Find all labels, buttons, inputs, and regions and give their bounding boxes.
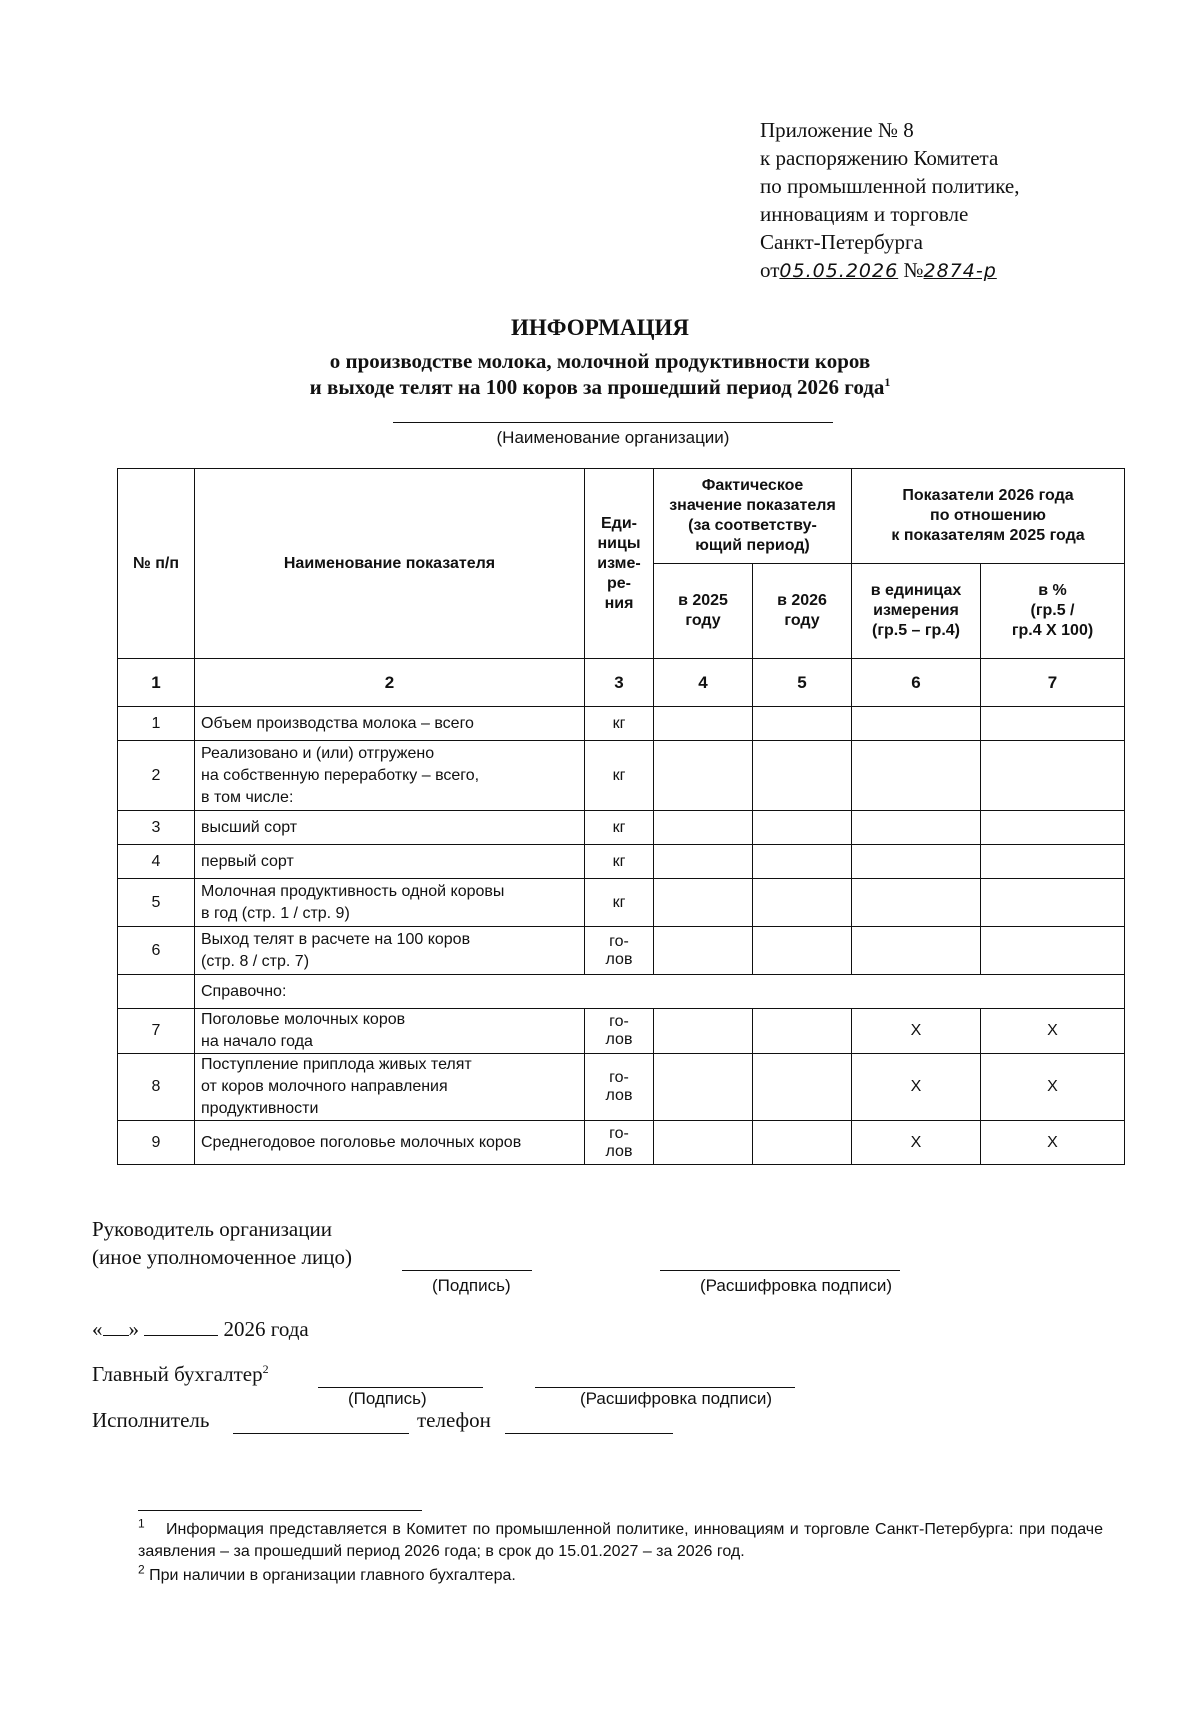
text-line: от коров молочного направления <box>201 1078 448 1095</box>
text-line: Поголовье молочных коров <box>201 1011 406 1028</box>
table-row <box>118 707 1125 741</box>
header-percent <box>981 564 1125 659</box>
text-line: ющий период) <box>695 537 810 554</box>
footnote-1-mark: 1 <box>138 1516 145 1531</box>
row-number: 4 <box>118 845 195 879</box>
header-name: Наименование показателя <box>195 469 585 659</box>
value-2025-cell <box>654 1054 753 1121</box>
document-title: ИНФОРМАЦИЯ <box>510 315 690 340</box>
text-line: го- <box>609 932 629 950</box>
text-line: го- <box>609 1069 629 1086</box>
decode-caption: (Расшифровка подписи) <box>700 1276 893 1295</box>
date-quote-close: » <box>128 1317 139 1341</box>
date-quote-open: « <box>92 1317 103 1341</box>
text-line: высший сорт <box>201 818 298 836</box>
phone-line <box>505 1433 673 1434</box>
text-line: Поступление приплода живых телят <box>201 1056 472 1073</box>
head-label-1: Руководитель организации <box>92 1217 332 1241</box>
row-number: 2 <box>118 741 195 811</box>
diff-units-cell <box>852 879 981 927</box>
value-2025-cell <box>654 1121 753 1165</box>
row-number: 5 <box>118 879 195 927</box>
decode-caption-2: (Расшифровка подписи) <box>580 1389 773 1408</box>
date-prefix: от <box>760 258 780 282</box>
row-unit <box>585 707 654 741</box>
value-2025-cell <box>654 879 753 927</box>
text-line: (за соответству- <box>688 517 817 534</box>
text-line: (гр.5 – гр.4) <box>871 622 960 639</box>
text-line: (стр. 8 / стр. 7) <box>201 952 310 970</box>
header-num: № п/п <box>118 469 195 659</box>
text-line: Реализовано и (или) отгружено <box>201 744 435 762</box>
text-line: кг <box>612 714 626 732</box>
footnote-1-text: Информация представляется в Комитет по промышленной политике, инновациям и торговле Санкт-Петербурга: при подаче заявления – за прошедший период 2026 года; в срок до 15.01.2027 – за 2026 год. <box>138 1521 1103 1560</box>
value-2025-cell <box>654 811 753 845</box>
header-2025 <box>654 564 753 659</box>
appendix-block <box>760 116 1020 285</box>
executor-label: Исполнитель <box>92 1408 210 1432</box>
col-number: 7 <box>981 659 1125 707</box>
appendix-line: Санкт-Петербурга <box>760 230 923 254</box>
diff-percent-cell: Х <box>981 1054 1125 1121</box>
table-row <box>118 927 1125 975</box>
text-line: Еди- <box>601 514 637 532</box>
table-row <box>118 1009 1125 1054</box>
row-name <box>195 707 585 741</box>
table-body-main <box>118 707 1125 975</box>
text-line: (гр.5 / <box>1030 602 1075 619</box>
document-subtitle-2 <box>0 375 1200 400</box>
row-unit <box>585 1121 654 1165</box>
col-number: 5 <box>753 659 852 707</box>
table-row <box>118 879 1125 927</box>
table-row <box>118 1121 1125 1165</box>
reference-num-cell <box>118 975 195 1009</box>
table-row <box>118 811 1125 845</box>
value-2025-cell <box>654 845 753 879</box>
value-2026-cell <box>753 741 852 811</box>
row-name <box>195 811 585 845</box>
header-2026 <box>753 564 852 659</box>
row-unit <box>585 845 654 879</box>
diff-units-cell <box>852 707 981 741</box>
footnote-2-mark: 2 <box>138 1562 145 1577</box>
phone-label: телефон <box>417 1408 491 1432</box>
text-line: го- <box>609 1013 629 1030</box>
row-name <box>195 845 585 879</box>
text-line: гр.4 Х 100) <box>1011 622 1094 639</box>
text-line: изме- <box>597 554 641 572</box>
text-line: на собственную переработку – всего, <box>201 766 480 784</box>
footnote-separator <box>138 1510 422 1511</box>
text-line: лов <box>605 950 633 968</box>
value-2025-cell <box>654 741 753 811</box>
diff-units-cell: Х <box>852 1009 981 1054</box>
value-2026-cell <box>753 1009 852 1054</box>
head-label-2: (иное уполномоченное лицо) <box>92 1245 352 1269</box>
row-number: 6 <box>118 927 195 975</box>
text-line: лов <box>605 1087 633 1104</box>
text-line: на начало года <box>201 1033 313 1050</box>
appendix-line: инновациям и торговле <box>760 202 969 226</box>
appendix-line: по промышленной политике, <box>760 174 1020 198</box>
text-line: значение показателя <box>669 497 836 514</box>
indicators-table <box>117 468 1125 1165</box>
text-line: кг <box>612 818 626 836</box>
text-line: лов <box>605 1031 633 1048</box>
text-line: кг <box>612 852 626 870</box>
text-line: первый сорт <box>201 852 294 870</box>
value-2025-cell <box>654 1009 753 1054</box>
diff-units-cell: Х <box>852 1054 981 1121</box>
footnote-ref-1: 1 <box>884 375 891 389</box>
row-unit <box>585 879 654 927</box>
row-name <box>195 927 585 975</box>
diff-percent-cell <box>981 879 1125 927</box>
text-line: Выход телят в расчете на 100 коров <box>201 930 471 948</box>
footnote-ref-2: 2 <box>262 1362 269 1376</box>
signature-caption: (Подпись) <box>432 1276 511 1295</box>
handwritten-number: 2874-р <box>923 260 997 282</box>
row-name <box>195 879 585 927</box>
text-line: Фактическое <box>701 477 804 494</box>
diff-units-cell <box>852 927 981 975</box>
text-line: Среднегодовое поголовье молочных коров <box>201 1133 522 1151</box>
text-line: ницы <box>597 534 641 552</box>
row-unit <box>585 811 654 845</box>
value-2025-cell <box>654 707 753 741</box>
appendix-line: к распоряжению Комитета <box>760 146 999 170</box>
subtitle-text: и выходе телят на 100 коров за прошедший период 2026 года <box>309 375 885 399</box>
text-line: лов <box>605 1142 633 1160</box>
reference-label: Справочно: <box>195 975 1125 1009</box>
header-fact <box>654 469 852 564</box>
diff-percent-cell <box>981 811 1125 845</box>
signature-caption-2: (Подпись) <box>348 1389 427 1408</box>
text-line: в 2025 <box>678 592 728 609</box>
date-year: 2026 года <box>223 1317 309 1341</box>
text-line: Молочная продуктивность одной коровы <box>201 882 505 900</box>
value-2026-cell <box>753 845 852 879</box>
value-2025-cell <box>654 927 753 975</box>
text-line: в 2026 <box>777 592 827 609</box>
executor-line <box>233 1433 409 1434</box>
col-number: 2 <box>195 659 585 707</box>
text-line: кг <box>612 893 626 911</box>
text-line: в % <box>1038 582 1067 599</box>
row-number: 1 <box>118 707 195 741</box>
table-row <box>118 845 1125 879</box>
text-line: к показателям 2025 года <box>891 527 1085 544</box>
chief-accountant-label <box>92 1360 269 1388</box>
table-body-reference <box>118 1009 1125 1165</box>
row-unit <box>585 1009 654 1054</box>
text-line: в единицах <box>870 582 962 599</box>
text-line: по отношению <box>930 507 1046 524</box>
chief-accountant-text: Главный бухгалтер <box>92 1362 263 1386</box>
organization-caption: (Наименование организации) <box>496 428 730 447</box>
handwritten-date: 05.05.2026 <box>779 260 899 282</box>
date-field <box>92 1315 309 1343</box>
text-line: Показатели 2026 года <box>902 487 1074 504</box>
col-number: 4 <box>654 659 753 707</box>
row-number: 3 <box>118 811 195 845</box>
table-row <box>118 1054 1125 1121</box>
col-number: 1 <box>118 659 195 707</box>
row-unit <box>585 1054 654 1121</box>
row-name <box>195 1009 585 1054</box>
row-number: 9 <box>118 1121 195 1165</box>
footnote-2 <box>138 1562 1103 1587</box>
text-line: в том числе: <box>201 788 294 806</box>
col-number: 6 <box>852 659 981 707</box>
value-2026-cell <box>753 927 852 975</box>
organization-name-line <box>393 422 833 423</box>
text-line: году <box>685 612 721 629</box>
number-prefix: № <box>903 258 924 282</box>
chief-signature-line <box>318 1387 483 1388</box>
text-line: в год (стр. 1 / стр. 9) <box>201 904 350 922</box>
row-number: 8 <box>118 1054 195 1121</box>
text-line: измерения <box>873 602 959 619</box>
value-2026-cell <box>753 1054 852 1121</box>
text-line: году <box>784 612 820 629</box>
value-2026-cell <box>753 707 852 741</box>
text-line: го- <box>609 1124 629 1142</box>
diff-percent-cell <box>981 845 1125 879</box>
document-subtitle-1: о производстве молока, молочной продуктивности коров <box>329 349 871 373</box>
value-2026-cell <box>753 811 852 845</box>
row-unit <box>585 741 654 811</box>
diff-units-cell <box>852 741 981 811</box>
header-indicators <box>852 469 1125 564</box>
value-2026-cell <box>753 879 852 927</box>
text-line: Объем производства молока – всего <box>201 714 474 732</box>
text-line: продуктивности <box>201 1100 319 1117</box>
footnote-1 <box>138 1516 1103 1563</box>
diff-units-cell <box>852 811 981 845</box>
diff-percent-cell: Х <box>981 1009 1125 1054</box>
appendix-line: Приложение № 8 <box>760 118 914 142</box>
diff-percent-cell <box>981 707 1125 741</box>
value-2026-cell <box>753 1121 852 1165</box>
header-unit <box>585 469 654 659</box>
row-name <box>195 741 585 811</box>
diff-percent-cell <box>981 741 1125 811</box>
diff-percent-cell: Х <box>981 1121 1125 1165</box>
col-number: 3 <box>585 659 654 707</box>
diff-units-cell: Х <box>852 1121 981 1165</box>
table-row <box>118 741 1125 811</box>
diff-percent-cell <box>981 927 1125 975</box>
header-units-diff <box>852 564 981 659</box>
text-line: кг <box>612 766 626 784</box>
footnote-2-text: При наличии в организации главного бухгалтера. <box>149 1567 516 1584</box>
row-name <box>195 1121 585 1165</box>
row-unit <box>585 927 654 975</box>
head-signature-line <box>402 1270 532 1271</box>
chief-decode-line <box>535 1387 795 1388</box>
row-number: 7 <box>118 1009 195 1054</box>
head-decode-line <box>660 1270 900 1271</box>
row-name <box>195 1054 585 1121</box>
text-line: ния <box>604 594 634 612</box>
text-line: ре- <box>607 574 631 592</box>
diff-units-cell <box>852 845 981 879</box>
appendix-date-number <box>760 256 1020 285</box>
